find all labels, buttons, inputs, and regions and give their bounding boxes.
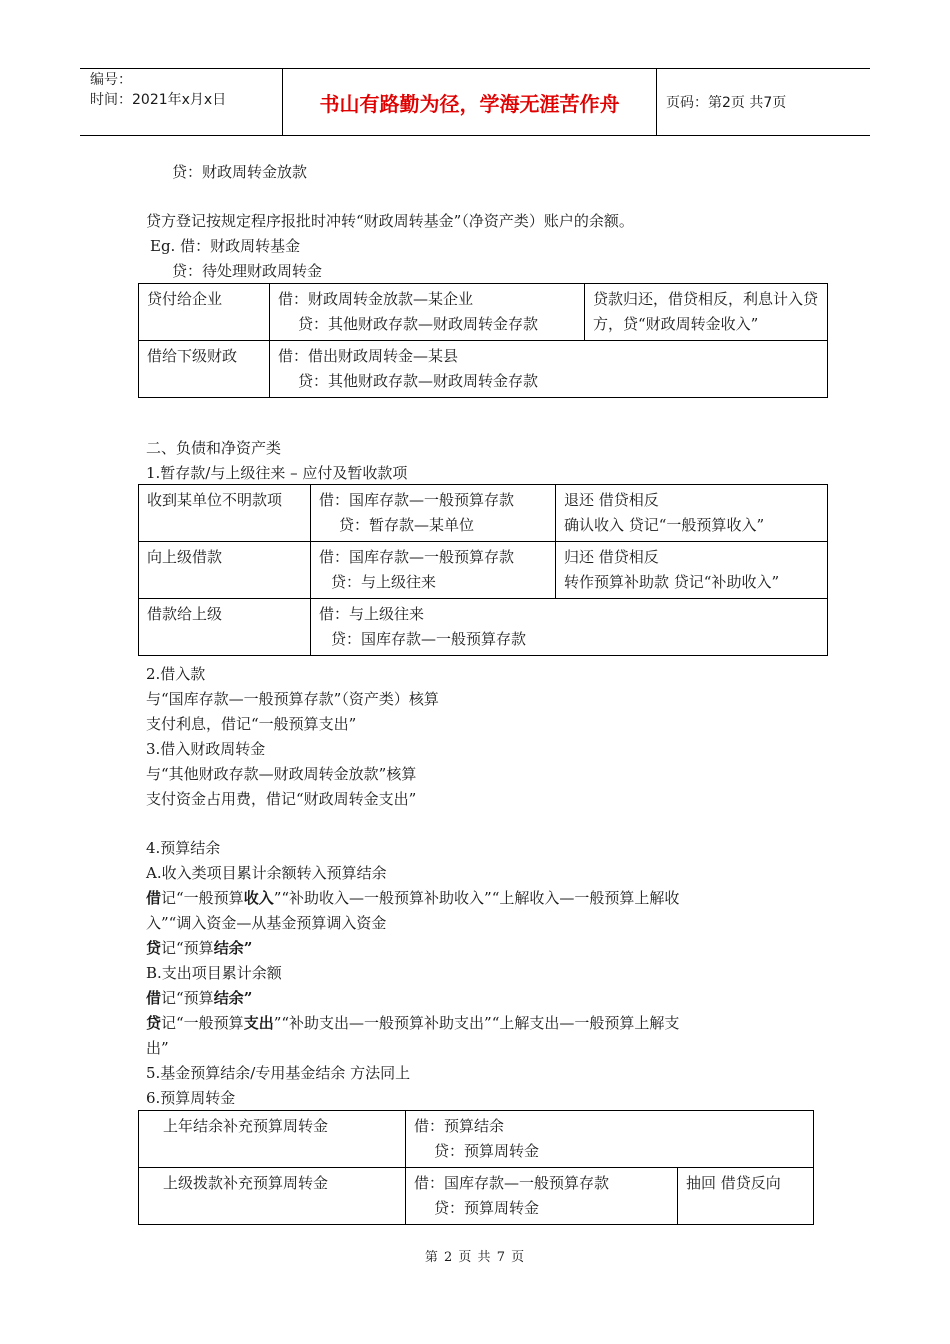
credit-entry: 贷：与上级往来 <box>331 573 437 591</box>
credit-line: 贷：财政周转金放款 <box>172 163 308 181</box>
body-paragraph: 支付资金占用费，借记“财政周转金支出” <box>146 790 417 808</box>
table-cell: 借款给上级 <box>139 599 311 656</box>
table-cell: 向上级借款 <box>139 542 311 599</box>
header-meta <box>90 70 226 110</box>
credit-entry: 贷：预算周转金 <box>434 1142 540 1160</box>
note-line: 退还 借贷相反 <box>564 491 659 509</box>
header-motto: 书山有路勤为径，学海无涯苦作舟 <box>319 91 620 116</box>
entries-table-1 <box>138 283 828 398</box>
table-cell <box>311 542 556 599</box>
table-cell <box>556 542 828 599</box>
credit-keyword: 贷 <box>146 1014 162 1032</box>
credit-entry: 贷：其他财政存款—财政周转金存款 <box>298 315 539 333</box>
time-label: 时间：2021年x月x日 <box>90 92 227 108</box>
body-paragraph: 出” <box>146 1039 169 1057</box>
table-cell: 借给下级财政 <box>139 341 270 398</box>
table-cell <box>406 1111 814 1168</box>
table-cell <box>406 1168 678 1225</box>
entries-table-2 <box>138 484 828 656</box>
body-paragraph: B.支出项目累计余额 <box>146 964 282 982</box>
text-run: ” <box>243 939 253 957</box>
debit-entry: 借：国库存款—一般预算存款 <box>319 491 515 509</box>
subsection-heading: 4.预算结余 <box>146 839 221 857</box>
body-paragraph: 与“国库存款—一般预算存款”（资产类）核算 <box>146 690 439 708</box>
body-paragraph: A.收入类项目累计余额转入预算结余 <box>146 864 387 882</box>
table-cell: 抽回 借贷反向 <box>678 1168 814 1225</box>
table-cell: 贷付给企业 <box>139 284 270 341</box>
table-cell <box>311 599 828 656</box>
credit-line: 贷：待处理财政周转金 <box>172 262 323 280</box>
body-paragraph <box>146 1013 679 1033</box>
credit-entry: 贷：其他财政存款—财政周转金存款 <box>298 372 539 390</box>
table-row <box>139 341 828 398</box>
bold-keyword: 支出 <box>243 1014 274 1032</box>
credit-entry: 贷：暂存款—某单位 <box>339 516 475 534</box>
credit-entry: 贷：预算周转金 <box>434 1199 540 1217</box>
text-run: 记“一般预算 <box>161 1014 244 1032</box>
text-run: ”“补助支出—一般预算补助支出”“上解支出—一般预算上解支 <box>273 1014 680 1032</box>
note-line: 转作预算补助款 贷记“补助收入” <box>564 573 780 591</box>
body-paragraph: 与“其他财政存款—财政周转金放款”核算 <box>146 765 417 783</box>
bold-keyword: 收入 <box>243 889 274 907</box>
body-paragraph <box>146 988 252 1008</box>
table-cell <box>556 485 828 542</box>
debit-keyword: 借 <box>146 989 162 1007</box>
subsection-heading: 2.借入款 <box>146 665 206 683</box>
table-row <box>139 284 828 341</box>
debit-entry: 借：国库存款—一般预算存款 <box>414 1174 610 1192</box>
table-row <box>139 1168 814 1225</box>
text-run: ” <box>243 989 253 1007</box>
text-run: 记“一般预算 <box>161 889 244 907</box>
section-heading: 二、负债和净资产类 <box>146 439 282 457</box>
table-row <box>139 485 828 542</box>
table-cell <box>311 485 556 542</box>
debit-keyword: 借 <box>146 889 162 907</box>
debit-entry: 借：国库存款—一般预算存款 <box>319 548 515 566</box>
subsection-heading: 6.预算周转金 <box>146 1089 236 1107</box>
table-cell: 贷款归还，借贷相反，利息计入贷方，贷“财政周转金收入” <box>585 284 828 341</box>
page-footer: 第 2 页 共 7 页 <box>424 1250 526 1265</box>
text-run: ”“补助收入—一般预算补助收入”“上解收入—一般预算上解收 <box>273 889 680 907</box>
debit-entry: 借：预算结余 <box>414 1117 505 1135</box>
bold-keyword: 结余 <box>213 989 244 1007</box>
example-line: Eg. 借：财政周转基金 <box>150 237 301 255</box>
table-cell <box>270 341 828 398</box>
debit-entry: 借：借出财政周转金—某县 <box>278 347 459 365</box>
body-paragraph: 贷方登记按规定程序报批时冲转“财政周转基金”（净资产类）账户的余额。 <box>146 212 634 230</box>
debit-entry: 借：与上级往来 <box>319 605 425 623</box>
text-run: 记“预算 <box>161 989 214 1007</box>
credit-keyword: 贷 <box>146 939 162 957</box>
body-paragraph <box>146 888 679 908</box>
debit-entry: 借：财政周转金放款—某企业 <box>278 290 474 308</box>
table-cell <box>270 284 585 341</box>
bold-keyword: 结余 <box>213 939 244 957</box>
subsection-heading: 5.基金预算结余/专用基金结余 方法同上 <box>146 1064 411 1082</box>
page-header <box>80 68 870 136</box>
note-line: 归还 借贷相反 <box>564 548 659 566</box>
entries-table-3 <box>138 1110 814 1225</box>
table-row <box>139 1111 814 1168</box>
subsection-heading: 1.暂存款/与上级往来 – 应付及暂收款项 <box>146 464 408 482</box>
credit-entry: 贷：国库存款—一般预算存款 <box>331 630 527 648</box>
table-cell: 上年结余补充预算周转金 <box>139 1111 406 1168</box>
body-paragraph: 入”“调入资金—从基金预算调入资金 <box>146 914 387 932</box>
body-paragraph <box>146 938 252 958</box>
table-cell: 收到某单位不明款项 <box>139 485 311 542</box>
header-page-info: 页码：第2页 共7页 <box>666 95 787 111</box>
number-label: 编号： <box>90 72 132 88</box>
note-line: 确认收入 贷记“一般预算收入” <box>564 516 765 534</box>
table-row <box>139 599 828 656</box>
table-cell: 上级拨款补充预算周转金 <box>139 1168 406 1225</box>
header-divider <box>656 68 657 136</box>
text-run: 记“预算 <box>161 939 214 957</box>
body-paragraph: 支付利息，借记“一般预算支出” <box>146 715 357 733</box>
table-row <box>139 542 828 599</box>
subsection-heading: 3.借入财政周转金 <box>146 740 266 758</box>
